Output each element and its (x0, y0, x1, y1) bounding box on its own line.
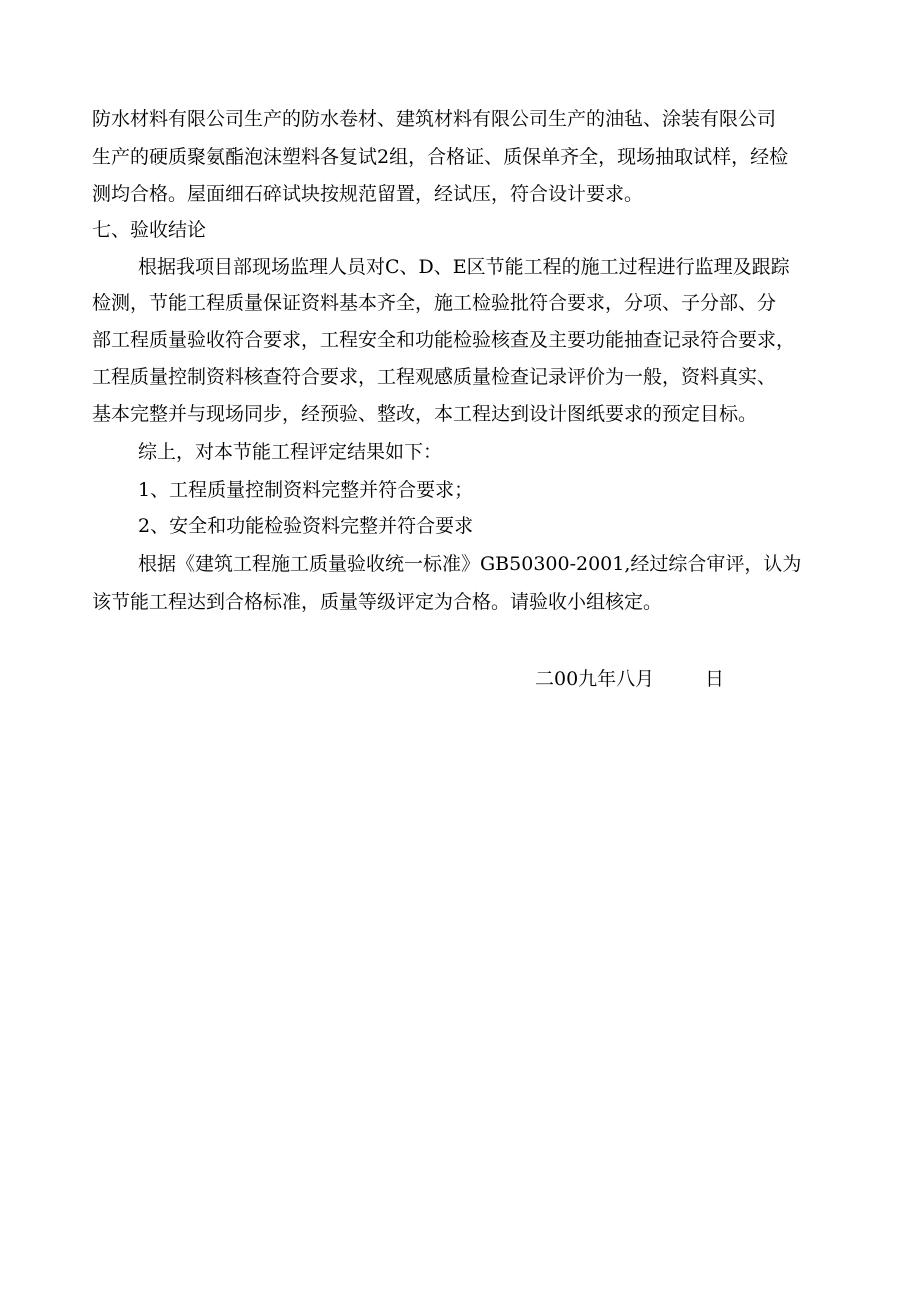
section-heading: 七、验收结论 (92, 219, 207, 241)
intro-line-2: 生产的硬质聚氨酯泡沫塑料各复试2组，合格证、质保单齐全，现场抽取试样，经检 (92, 146, 789, 168)
date-year-month: 二00九年八月 (535, 668, 655, 690)
conclusion-line-4: 工程质量控制资料核查符合要求，工程观感质量检查记录评价为一般，资料真实、 (92, 366, 777, 388)
result-item-1: 1、工程质量控制资料完整并符合要求； (138, 479, 474, 501)
final-line-1: 根据《建筑工程施工质量验收统一标准》GB50300-2001,经过综合审评，认为 (138, 553, 802, 575)
intro-line-1: 防水材料有限公司生产的防水卷材、建筑材料有限公司生产的油毡、涂装有限公司 (92, 108, 777, 130)
result-item-2: 2、安全和功能检验资料完整并符合要求 (138, 515, 474, 537)
final-line-2: 该节能工程达到合格标准，质量等级评定为合格。请验收小组核定。 (92, 591, 663, 613)
intro-line-3: 测均合格。屋面细石碎试块按规范留置，经试压，符合设计要求。 (92, 183, 644, 205)
conclusion-line-2: 检测，节能工程质量保证资料基本齐全，施工检验批符合要求，分项、子分部、分 (92, 292, 777, 314)
conclusion-line-3: 部工程质量验收符合要求，工程安全和功能检验核查及主要功能抽查记录符合要求， (92, 329, 796, 351)
conclusion-line-5: 基本完整并与现场同步，经预验、整改，本工程达到设计图纸要求的预定目标。 (92, 403, 758, 425)
date-day: 日 (705, 668, 725, 690)
summary-intro: 综上，对本节能工程评定结果如下： (138, 441, 443, 463)
conclusion-line-1: 根据我项目部现场监理人员对C、D、E区节能工程的施工过程进行监理及跟踪 (138, 256, 790, 278)
